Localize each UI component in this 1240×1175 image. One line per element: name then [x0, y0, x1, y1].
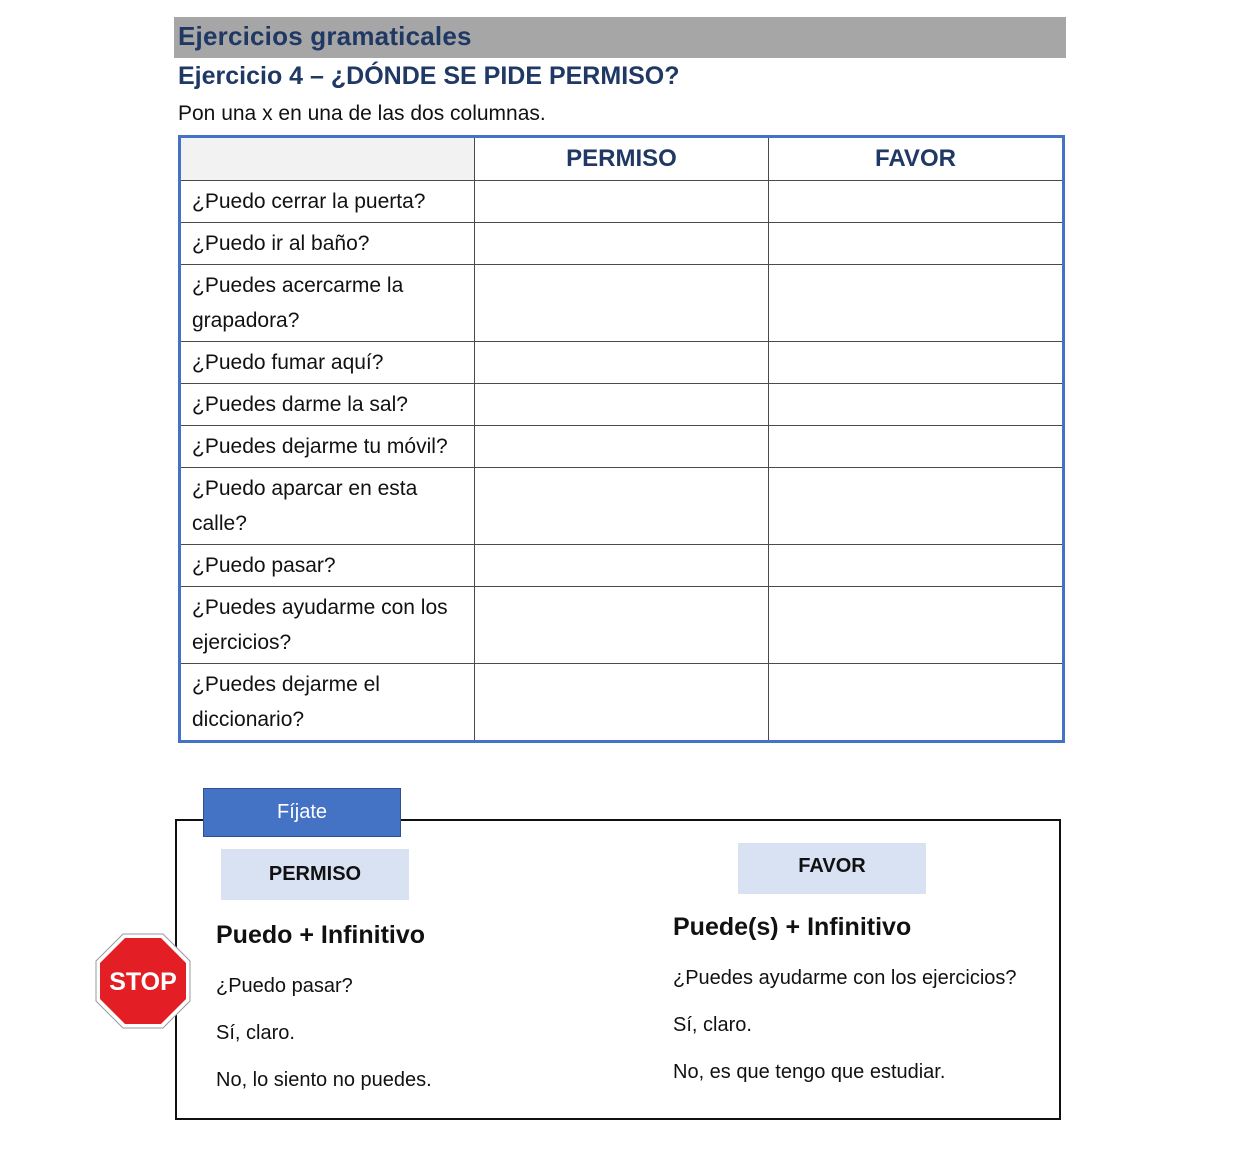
favor-answer-cell[interactable]	[769, 468, 1064, 545]
favor-answer-cell[interactable]	[769, 223, 1064, 265]
permiso-answer-cell[interactable]	[475, 181, 769, 223]
table-row	[180, 664, 1064, 742]
question-cell: ¿Puedes darme la sal?	[180, 384, 475, 426]
header-cell-favor: FAVOR	[769, 137, 1064, 181]
permiso-answer-cell[interactable]	[475, 426, 769, 468]
table-row	[180, 426, 1064, 468]
permiso-example: Sí, claro.	[216, 1022, 295, 1044]
permiso-answer-cell[interactable]	[475, 664, 769, 742]
favor-example: No, es que tengo que estudiar.	[673, 1061, 946, 1083]
permiso-rule: Puedo + Infinitivo	[216, 921, 426, 949]
table-row	[180, 265, 1064, 342]
stop-text: STOP	[109, 968, 177, 996]
permiso-answer-cell[interactable]	[475, 223, 769, 265]
permiso-answer-cell[interactable]	[475, 468, 769, 545]
favor-answer-cell[interactable]	[769, 545, 1064, 587]
stop-sign-icon	[94, 932, 192, 1030]
favor-answer-cell[interactable]	[769, 664, 1064, 742]
answer-table	[178, 135, 1065, 743]
section-title: Ejercicios gramaticales	[178, 21, 472, 51]
favor-answer-cell[interactable]	[769, 426, 1064, 468]
question-cell: ¿Puedes dejarme el diccionario?	[180, 664, 475, 742]
permiso-label: PERMISO	[221, 849, 409, 900]
permiso-answer-cell[interactable]	[475, 342, 769, 384]
question-cell: ¿Puedo fumar aquí?	[180, 342, 475, 384]
table-row	[180, 587, 1064, 664]
question-cell: ¿Puedes dejarme tu móvil?	[180, 426, 475, 468]
question-cell: ¿Puedo ir al baño?	[180, 223, 475, 265]
section-header-bar	[174, 17, 1066, 58]
permiso-answer-cell[interactable]	[475, 265, 769, 342]
question-cell: ¿Puedo pasar?	[180, 545, 475, 587]
table-row	[180, 342, 1064, 384]
favor-label: FAVOR	[738, 843, 926, 894]
header-cell-permiso: PERMISO	[475, 137, 769, 181]
permiso-example: ¿Puedo pasar?	[216, 975, 353, 997]
favor-example: Sí, claro.	[673, 1014, 752, 1036]
permiso-answer-cell[interactable]	[475, 545, 769, 587]
table-row	[180, 545, 1064, 587]
exercise-title: Ejercicio 4 – ¿DÓNDE SE PIDE PERMISO?	[178, 62, 680, 90]
favor-answer-cell[interactable]	[769, 384, 1064, 426]
permiso-example: No, lo siento no puedes.	[216, 1069, 432, 1091]
table-row	[180, 181, 1064, 223]
exercise-instruction: Pon una x en una de las dos columnas.	[178, 102, 546, 125]
question-cell: ¿Puedo aparcar en esta calle?	[180, 468, 475, 545]
favor-answer-cell[interactable]	[769, 342, 1064, 384]
favor-example: ¿Puedes ayudarme con los ejercicios?	[673, 967, 1017, 989]
favor-answer-cell[interactable]	[769, 265, 1064, 342]
table-row	[180, 468, 1064, 545]
question-cell: ¿Puedes ayudarme con los ejercicios?	[180, 587, 475, 664]
table-row	[180, 384, 1064, 426]
favor-answer-cell[interactable]	[769, 587, 1064, 664]
header-cell-blank	[180, 137, 475, 181]
favor-answer-cell[interactable]	[769, 181, 1064, 223]
table-row	[180, 223, 1064, 265]
question-cell: ¿Puedo cerrar la puerta?	[180, 181, 475, 223]
favor-rule: Puede(s) + Infinitivo	[673, 913, 912, 941]
permiso-answer-cell[interactable]	[475, 587, 769, 664]
permiso-answer-cell[interactable]	[475, 384, 769, 426]
fijate-tab: Fíjate	[203, 788, 401, 837]
table-header-row	[180, 137, 1064, 181]
question-cell: ¿Puedes acercarme la grapadora?	[180, 265, 475, 342]
